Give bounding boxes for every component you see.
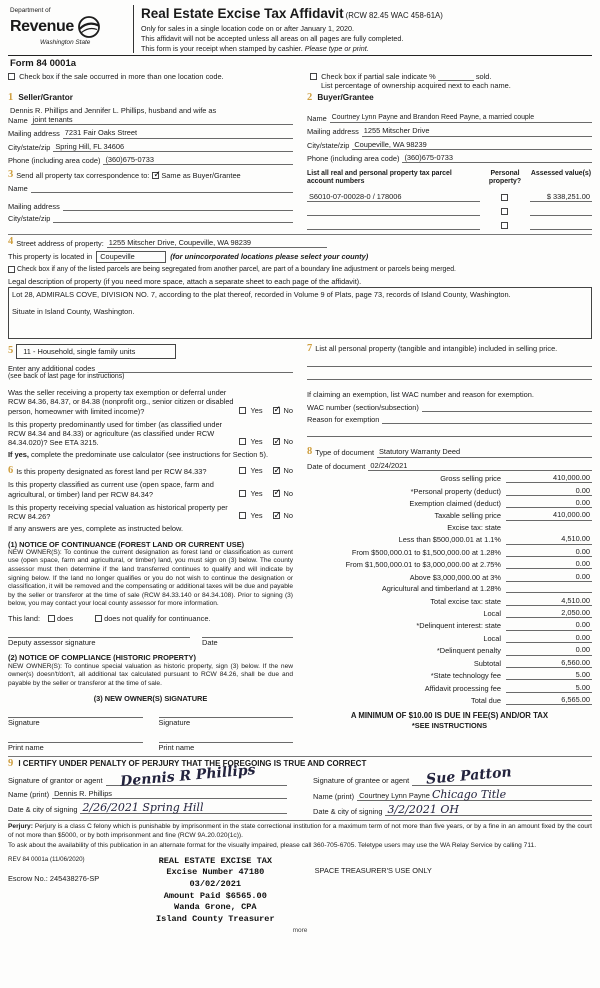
tier2-value[interactable]: 0.00 [506, 547, 592, 557]
multi-location-checkbox[interactable] [8, 73, 15, 80]
legal-description-line1: Lot 28, ADMIRALS COVE, DIVISION NO. 7, according to the plat thereof, recorded in Volume 9 of Plats, page 73, records of Island County, Washington. [12, 289, 511, 299]
personal-property-checkbox[interactable] [501, 222, 508, 229]
forest-no-checkbox[interactable] [273, 467, 280, 474]
new-owner-signature-row [8, 717, 293, 727]
buyer-csz-field[interactable]: Coupeville, WA 98239 [352, 140, 592, 150]
money-row [307, 633, 592, 643]
taxable-selling-price-value[interactable]: 410,000.00 [506, 510, 592, 520]
personal-property-field[interactable] [307, 357, 592, 367]
assessed-value-header: Assessed value(s) [530, 170, 592, 177]
grantee-signature-field[interactable] [412, 763, 592, 788]
state-technology-fee-value[interactable]: 5.00 [506, 670, 592, 680]
page-title: Real Estate Excise Tax Affidavit [141, 6, 344, 21]
treasurer-stamp [156, 856, 275, 926]
header [8, 5, 592, 56]
money-row [307, 670, 592, 680]
timber-no-checkbox[interactable] [273, 438, 280, 445]
this-land-label: This land: [8, 613, 41, 623]
yes-label: Yes [250, 437, 263, 447]
new-owner-printname-row [8, 742, 293, 752]
grantor-date-city-field[interactable] [80, 802, 287, 814]
does-label: does [57, 613, 74, 623]
no-label: No [283, 511, 293, 521]
see-instructions-note: *SEE INSTRUCTIONS [411, 720, 488, 730]
new-owners-signature-heading: (3) NEW OWNER(S) SIGNATURE [93, 694, 208, 704]
partial-sale-checkbox[interactable] [310, 73, 317, 80]
timber-yes-checkbox[interactable] [239, 438, 246, 445]
print-name-label: Print name [8, 742, 44, 752]
personal-property-checkbox[interactable] [501, 208, 508, 215]
question-timber-text: Is this property predominantly used for timber (as classified under RCW 84.34 and 84.33) or agriculture (as classified under RCW 84.34.020)? See ETA 3215. [8, 419, 223, 448]
grantor-signature-field[interactable] [106, 761, 288, 790]
no-label: No [283, 466, 293, 476]
grantor-date-city-label: Date & city of signing [8, 804, 78, 814]
header-divider [133, 5, 134, 53]
money-row [307, 510, 592, 520]
money-row [307, 596, 592, 606]
question-current-use [8, 480, 293, 499]
deputy-signature-label: Deputy assessor signature [8, 638, 96, 647]
correspondence-csz-label: City/state/zip [8, 214, 51, 223]
parcel-number-field[interactable] [307, 221, 480, 230]
money-row [307, 683, 592, 693]
buyer-phone-label: Phone (including area code) [307, 153, 400, 163]
question-exemption-text: Was the seller receiving a property tax exemption or deferral under RCW 84.36, 84.37, or 84.38 (nonprofit org., senior citizen or disabled person, homeowner with limited income)? [8, 388, 234, 416]
affidavit-processing-fee-value[interactable]: 5.00 [506, 683, 592, 693]
total-excise-state-label: Total excise tax: state [430, 596, 501, 606]
money-row [307, 645, 592, 655]
money-row [307, 534, 592, 544]
correspondence-csz-field[interactable] [53, 214, 293, 223]
seller-name-line1: Dennis R. Phillips and Jennifer L. Phillips, husband and wife as [10, 105, 217, 115]
correspondence-mailing-label: Mailing address [8, 201, 60, 211]
excise-tax-state-label: Excise tax: state [447, 522, 501, 532]
money-row [307, 547, 592, 557]
signature-label: Signature [158, 718, 191, 728]
subtotal-value[interactable]: 6,560.00 [506, 658, 592, 668]
stamp-excise-number: Excise Number 47180 [166, 867, 265, 878]
notice-compliance-text: NEW OWNER(S): To continue special valuation as historic property, sign (3) below. If the new owner(s) doesn't/don't, all additional tax calculated pursuant to RCW 84.26, shall be due and payable by the seller or transferor at the time of sale. [8, 662, 293, 687]
grantor-name-print-label: Name (print) [8, 789, 50, 799]
seller-section-title: Seller/Grantor [18, 93, 73, 103]
section-1-number: 1 [8, 92, 14, 104]
money-row [307, 473, 592, 483]
legal-description-label: Legal description of property (if you need more space, attach a separate sheet to each page of the affidavit). [8, 276, 362, 286]
additional-codes-label: Enter any additional codes [8, 364, 96, 374]
money-row [307, 620, 592, 630]
correspondence-name-field[interactable] [31, 184, 293, 193]
partial-sold-label: sold. [475, 71, 492, 81]
total-due-label: Total due [471, 696, 501, 705]
question-historic [8, 503, 293, 522]
question-exemption [8, 388, 293, 416]
delinquent-interest-state-value[interactable]: 0.00 [506, 620, 592, 630]
does-not-label: does not qualify for continuance. [104, 613, 211, 623]
stamp-title: REAL ESTATE EXCISE TAX [158, 855, 273, 866]
legal-description-box[interactable] [8, 287, 592, 339]
tax-computation-section [307, 344, 592, 752]
subtotal-label: Subtotal [473, 658, 501, 668]
document-date-field[interactable]: 02/24/2021 [368, 461, 592, 471]
question-forest-land [8, 466, 293, 477]
document-date-label: Date of document [307, 461, 366, 471]
stamp-amount-paid: Amount Paid $6565.00 [163, 890, 267, 901]
revenue-logo-icon [77, 15, 101, 39]
forest-yes-checkbox[interactable] [239, 467, 246, 474]
if-yes-note: complete the predominate use calculator (see instructions for Section 5). [28, 449, 269, 459]
parcel-number-field[interactable]: S6010-07-00028-0 / 178006 [307, 192, 480, 202]
legal-description-line2: Situate in Island County, Washington. [12, 307, 135, 317]
seller-name-label: Name [8, 116, 28, 125]
segregated-label: Check box if any of the listed parcels are being segregated from another parcel, are part of a boundary line adjustment or parcels being merged. [17, 266, 456, 274]
question-current-use-text: Is this property classified as current use (open space, farm and agricultural, or timber) land per RCW 84.34? [8, 480, 214, 499]
section-4-number: 4 [8, 236, 14, 248]
delinquent-penalty-value[interactable]: 0.00 [506, 645, 592, 655]
buyer-grantee-section [307, 93, 592, 165]
exemption-claimed-label: Exemption claimed (deduct) [409, 499, 501, 508]
parcel-table [307, 170, 592, 230]
stamp-date: 03/02/2021 [189, 879, 242, 890]
assessed-value-field[interactable] [530, 221, 592, 230]
grantee-date-handwriting: 3/2/2021 OH [387, 802, 459, 816]
grantee-name-print-field[interactable] [357, 789, 592, 801]
notice-compliance-heading: (2) NOTICE OF COMPLIANCE (HISTORIC PROPERTY) [8, 653, 196, 663]
buyer-name-label: Name [307, 114, 327, 124]
located-in-label: This property is located in [8, 252, 93, 262]
signature-label: Signature [8, 718, 40, 728]
print-name-label: Print name [158, 742, 195, 752]
section-8-number: 8 [307, 446, 313, 458]
money-row [307, 498, 592, 508]
rev-form-number: REV 84 0001a (11/06/2020) [8, 855, 85, 863]
seller-csz-label: City/state/zip [8, 142, 51, 152]
treasurer-use-note: SPACE TREASURER'S USE ONLY [314, 865, 432, 875]
assessed-value-field[interactable] [530, 207, 592, 216]
land-use-section [8, 344, 293, 752]
seller-mailing-label: Mailing address [8, 129, 60, 139]
total-excise-state-value[interactable]: 4,510.00 [506, 596, 592, 606]
no-label: No [283, 405, 293, 415]
current-use-yes-checkbox[interactable] [239, 490, 246, 497]
grantee-name-handwriting: Chicago Title [431, 787, 507, 801]
certification-title: I CERTIFY UNDER PENALTY OF PERJURY THAT THE FOREGOING IS TRUE AND CORRECT [18, 758, 367, 768]
type-or-print-note: Please type or print. [304, 43, 369, 53]
historic-yes-checkbox[interactable] [239, 512, 246, 519]
exemption-reason-field[interactable] [307, 427, 592, 437]
additional-codes-field[interactable] [98, 364, 293, 373]
gross-selling-price-value[interactable]: 410,000.00 [506, 473, 592, 483]
seller-mailing-field[interactable]: 7231 Fair Oaks Street [63, 128, 293, 138]
grantee-signature-handwriting: Sue Patton [425, 763, 513, 788]
header-note-3: This form is your receipt when stamped by cashier. [141, 43, 303, 53]
affidavit-processing-fee-label: Affidavit processing fee [424, 683, 501, 693]
money-row [307, 584, 592, 593]
question-timber [8, 420, 293, 448]
land-use-code-field[interactable]: 11 - Household, single family units [16, 344, 176, 359]
document-type-field[interactable]: Statutory Warranty Deed [377, 447, 592, 457]
buyer-mailing-field[interactable]: 1255 Mitscher Drive [362, 126, 592, 136]
buyer-name-field[interactable]: Courtney Lynn Payne and Brandon Reed Payne, a married couple [330, 114, 592, 124]
money-row [307, 608, 592, 618]
delinquent-interest-local-value[interactable]: 0.00 [506, 633, 592, 643]
grantor-signature-handwriting: Dennis R Phillips [119, 761, 256, 790]
seller-grantor-section [8, 93, 293, 165]
tier1-value[interactable]: 4,510.00 [506, 534, 592, 544]
wac-number-label: WAC number (section/subsection) [307, 402, 419, 412]
correspondence-name-label: Name [8, 183, 28, 193]
no-label: No [283, 488, 293, 498]
stamp-treasurer-name: Wanda Grone, CPA [174, 902, 257, 913]
tier4-value[interactable]: 0.00 [506, 572, 592, 582]
parcel-numbers-header: List all real and personal property tax parcel account numbers [307, 170, 452, 186]
grantee-date-city-label: Date & city of signing [313, 806, 383, 816]
local-tax-label: Local [483, 608, 501, 618]
stamp-treasurer-office: Island County Treasurer [156, 913, 275, 924]
exemption-reason-field[interactable] [382, 415, 592, 424]
document-type-label: Type of document [315, 448, 374, 458]
tier3-label: From $1,500,000.01 to $3,000,000.00 at 2.75% [345, 560, 501, 570]
money-row [307, 572, 592, 582]
agricultural-value[interactable] [506, 584, 592, 593]
deputy-assessor-row [8, 637, 293, 647]
wac-number-field[interactable] [422, 403, 592, 412]
washington-state-label: Washington State [40, 39, 91, 46]
multi-location-row [8, 72, 310, 81]
delinquent-penalty-label: *Delinquent penalty [436, 646, 501, 656]
buyer-phone-field[interactable]: (360)675-0733 [402, 153, 592, 163]
seller-phone-field[interactable]: (360)675-0733 [103, 155, 293, 165]
delinquent-interest-local-label: Local [483, 633, 501, 643]
perjury-bold: Perjury: [8, 823, 33, 831]
perjury-text: Perjury is a class C felony which is punishable by imprisonment in the state correctional institution for a maximum term of not more than five years, or by a fine in an amount fixed by the court of not more than $5000, or by both imprisonment and fine (RCW 9A.20.020(1c)). [8, 823, 592, 839]
property-section [8, 234, 592, 339]
tier2-label: From $500,000.01 to $1,500,000.00 at 1.28% [351, 547, 501, 557]
yes-label: Yes [250, 466, 263, 476]
buyer-csz-label: City/state/zip [307, 140, 350, 150]
tier1-label: Less than $500,000.01 at 1.1% [398, 535, 501, 545]
does-not-qualify-checkbox[interactable] [95, 615, 102, 622]
notice-continuance-text: NEW OWNER(S): To continue the current designation as forest land or classification as current use (open space, farm and agricultural, or timber) land, you must sign on (3) below. The county assessor must then determine if the land transferred continues to qualify and will indicate by signing below. If the land no longer qualifies or you do not wish to continue the designation or classification, it will be removed and the compensating or additional taxes will be due and payable by the seller or transferor at the time of sale (RCW 84.33.140 or 84.34.108). Prior to signing (3) below, you may contact your local county assessor for more information. [8, 548, 293, 608]
seller-name-field[interactable]: joint tenants [31, 115, 293, 125]
historic-no-checkbox[interactable] [273, 512, 280, 519]
money-row [307, 658, 592, 668]
total-due-value[interactable]: 6,565.00 [506, 695, 592, 705]
certification-section [8, 756, 592, 816]
exemption-claimed-value[interactable]: 0.00 [506, 498, 592, 508]
money-row [307, 559, 592, 569]
personal-property-label: List all personal property (tangible and intangible) included in selling price. [315, 343, 558, 353]
more-indicator: more [292, 927, 308, 935]
footer [8, 856, 592, 926]
perjury-clause [8, 820, 592, 840]
rcw-reference: (RCW 82.45 WAC 458-61A) [345, 11, 443, 20]
escrow-value: 245438276-SP [49, 873, 100, 883]
dept-of-revenue-block [8, 5, 126, 53]
assessed-value-field[interactable]: $ 338,251.00 [530, 192, 592, 202]
segregated-checkbox[interactable] [8, 266, 15, 273]
escrow-label: Escrow No.: [8, 873, 48, 883]
partial-percent-field[interactable] [438, 73, 474, 81]
section-6-number: 6 [8, 464, 14, 476]
if-yes-bold: If yes, [8, 449, 29, 459]
tier4-label: Above $3,000,000.00 at 3% [409, 572, 501, 582]
located-in-select[interactable]: Coupeville [96, 251, 166, 263]
header-note-2: This affidavit will not be accepted unless all areas on all pages are fully completed. [141, 33, 404, 43]
personal-property-section [307, 344, 592, 355]
state-technology-fee-label: *State technology fee [430, 671, 501, 681]
correspondence-mailing-field[interactable] [63, 202, 293, 211]
question-historic-text: Is this property receiving special valuation as historical property per RCW 84.26? [8, 502, 228, 522]
money-row [307, 695, 592, 705]
grantee-name-typed: Courtney Lynn Payne [359, 790, 430, 800]
exemption-yes-checkbox[interactable] [239, 407, 246, 414]
parcel-row [307, 221, 592, 230]
multi-location-label: Check box if the sale occurred in more than one location code. [19, 71, 224, 81]
parcel-number-field[interactable] [307, 207, 480, 216]
correspondence-section [8, 170, 293, 230]
same-as-buyer-checkbox[interactable] [152, 172, 159, 179]
question-forest-text: Is this property designated as forest land per RCW 84.33? [16, 467, 207, 477]
seller-phone-label: Phone (including area code) [8, 155, 101, 165]
grantor-name-print-field[interactable]: Dennis R. Phillips [52, 789, 287, 799]
grantee-signature-label: Signature of grantee or agent [313, 776, 410, 786]
gross-selling-price-label: Gross selling price [440, 474, 501, 484]
does-qualify-checkbox[interactable] [48, 615, 55, 622]
current-use-no-checkbox[interactable] [273, 490, 280, 497]
header-note-1: Only for sales in a single location code on or after January 1, 2020. [141, 23, 354, 33]
additional-codes-note: (see back of last page for instructions) [8, 373, 125, 381]
exemption-note: If claiming an exemption, list WAC number and reason for exemption. [307, 390, 534, 400]
money-row [307, 486, 592, 496]
section-5-number: 5 [8, 345, 14, 357]
buyer-mailing-label: Mailing address [307, 127, 359, 137]
unincorporated-note: (for unincorporated locations please select your county) [170, 252, 369, 262]
parcel-row [307, 207, 592, 216]
minimum-due-note: A MINIMUM OF $10.00 IS DUE IN FEE(S) AND/OR TAX [350, 711, 549, 721]
exemption-no-checkbox[interactable] [273, 407, 280, 414]
deputy-date-label: Date [202, 638, 218, 647]
grantor-date-handwriting: 2/26/2021 Spring Hill [82, 800, 204, 814]
partial-sale-row [310, 72, 592, 91]
delinquent-interest-state-label: *Delinquent interest: state [416, 621, 501, 631]
personal-property-deduct-label: *Personal property (deduct) [410, 486, 501, 496]
tier3-value[interactable]: 0.00 [506, 559, 592, 569]
street-address-label: Street address of property: [16, 238, 104, 248]
grantee-name-print-label: Name (print) [313, 791, 355, 801]
department-of-label: Department of [10, 7, 51, 14]
yes-label: Yes [250, 405, 263, 415]
no-label: No [283, 437, 293, 447]
personal-property-deduct-value[interactable]: 0.00 [506, 486, 592, 496]
agricultural-label: Agricultural and timberland at 1.28% [381, 584, 501, 594]
revenue-wordmark: Revenue [10, 18, 74, 35]
money-row [307, 523, 592, 532]
section-3-number: 3 [8, 169, 14, 180]
yes-label: Yes [250, 511, 263, 521]
correspondence-label: Send all property tax correspondence to: [16, 170, 150, 180]
yes-label: Yes [250, 488, 263, 498]
same-as-buyer-label: Same as Buyer/Grantee [161, 170, 241, 180]
land-qualify-row [8, 614, 293, 623]
section-2-number: 2 [307, 92, 313, 104]
personal-property-header: Personal property? [488, 170, 522, 186]
seller-csz-field[interactable]: Spring Hill, FL 34606 [53, 142, 293, 152]
form-number: Form 84 0001a [10, 57, 77, 69]
local-tax-value[interactable]: 2,050.00 [506, 608, 592, 618]
notice-continuance-heading: (1) NOTICE OF CONTINUANCE (FOREST LAND OR CURRENT USE) [8, 539, 245, 549]
grantee-date-city-field[interactable] [385, 804, 592, 816]
exemption-reason-label: Reason for exemption [307, 414, 380, 424]
parcel-row [307, 192, 592, 202]
buyer-section-title: Buyer/Grantee [317, 93, 374, 103]
accessibility-note: To ask about the availability of this publication in an alternate format for the visually impaired, please call 360-705-6705. Teletype users may use the WA Relay Service by calling 711. [8, 842, 537, 850]
street-address-field[interactable]: 1255 Mitscher Drive, Coupeville, WA 98239 [107, 238, 327, 248]
answers-yes-note: If any answers are yes, complete as instructed below. [8, 524, 183, 534]
personal-property-checkbox[interactable] [501, 194, 508, 201]
grantor-signature-label: Signature of grantor or agent [8, 776, 103, 786]
percentage-note: List percentage of ownership acquired next to each name. [321, 81, 511, 90]
personal-property-field[interactable] [307, 370, 592, 380]
section-9-number: 9 [8, 757, 14, 769]
partial-sale-label: Check box if partial sale indicate % [321, 71, 436, 81]
taxable-selling-price-label: Taxable selling price [434, 511, 501, 521]
section-7-number: 7 [307, 342, 313, 354]
